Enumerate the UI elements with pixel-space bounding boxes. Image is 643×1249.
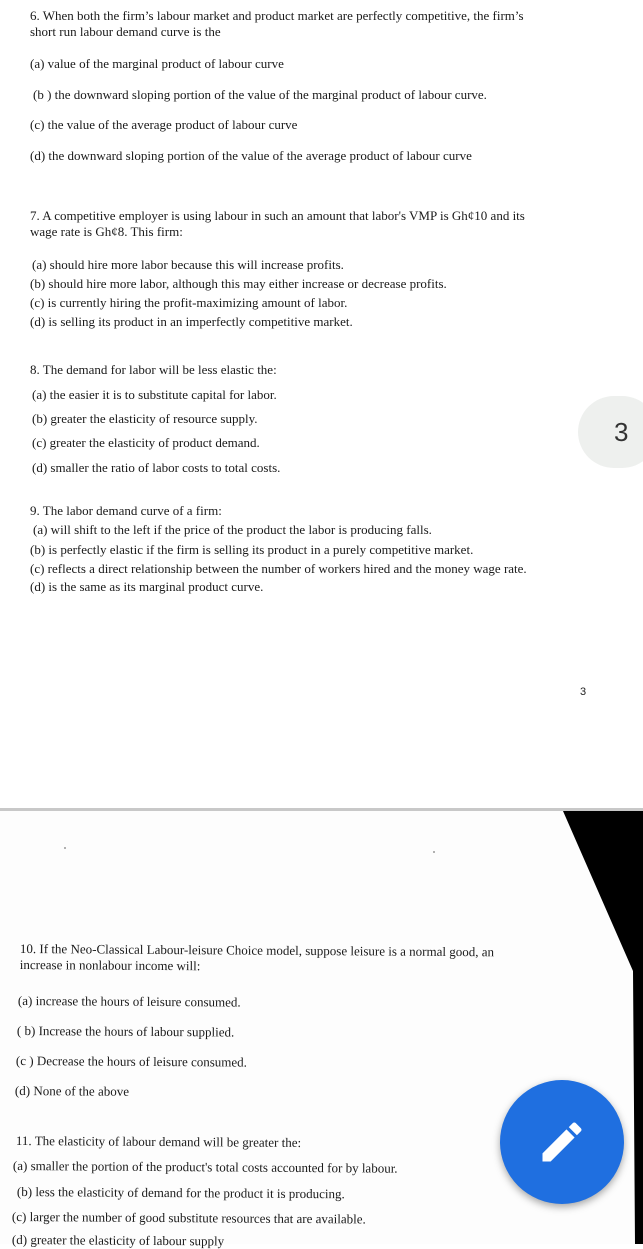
question-9-option-c: (c) reflects a direct relationship between the number of workers hired and the money wage rate. xyxy=(30,561,527,576)
question-8-option-b: (b) greater the elasticity of resource supply. xyxy=(32,411,258,426)
question-9-option-d: (d) is the same as its marginal product curve. xyxy=(30,579,264,594)
question-10-option-a: (a) increase the hours of leisure consumed. xyxy=(17,993,241,1010)
scan-speck xyxy=(433,851,435,853)
question-7 xyxy=(30,208,525,240)
question-6-stem-line-1: 6. When both the firm’s labour market and product market are perfectly competitive, the firm’s xyxy=(30,8,524,23)
question-9-option-a: (a) will shift to the left if the price of the product the labor is producing falls. xyxy=(33,522,432,537)
question-6-option-d: (d) the downward sloping portion of the value of the average product of labour curve xyxy=(30,148,472,163)
question-11-stem-line-1: 11. The elasticity of labour demand will be greater the: xyxy=(15,1133,302,1150)
page-number: 3 xyxy=(580,686,587,698)
scan-speck xyxy=(64,847,66,849)
page-indicator-label: 3 xyxy=(614,416,629,447)
question-6-option-b: (b ) the downward sloping portion of the value of the marginal product of labour curve. xyxy=(33,87,487,102)
question-7-stem-line-1: 7. A competitive employer is using labour in such an amount that labor's VMP is Gh¢10 and its xyxy=(30,208,525,223)
edit-fab-button[interactable] xyxy=(500,1080,624,1204)
question-8-option-d: (d) smaller the ratio of labor costs to total costs. xyxy=(32,460,281,475)
question-6-option-c: (c) the value of the average product of labour curve xyxy=(30,117,298,132)
question-10-option-b: ( b) Increase the hours of labour supplied. xyxy=(16,1023,235,1040)
question-7-option-a: (a) should hire more labor because this will increase profits. xyxy=(32,257,344,272)
question-11-option-b: (b) less the elasticity of demand for the product it is producing. xyxy=(16,1184,345,1202)
question-8-option-c: (c) greater the elasticity of product demand. xyxy=(32,435,260,450)
question-6-stem-line-2: short run labour demand curve is the xyxy=(30,24,221,39)
pencil-icon xyxy=(536,1116,588,1168)
question-9-option-b: (b) is perfectly elastic if the firm is selling its product in a purely competitive market. xyxy=(30,542,474,557)
question-11 xyxy=(16,1133,301,1151)
question-8 xyxy=(30,362,277,378)
page-indicator-badge xyxy=(578,396,643,468)
question-9-stem-line-1: 9. The labor demand curve of a firm: xyxy=(30,503,222,518)
question-11-option-c: (c) larger the number of good substitute resources that are available. xyxy=(11,1209,366,1227)
question-7-option-d: (d) is selling its product in an imperfectly competitive market. xyxy=(30,314,353,329)
question-6 xyxy=(30,8,524,40)
question-10-stem-line-1: 10. If the Neo-Classical Labour-leisure Choice model, suppose leisure is a normal good, an xyxy=(19,941,495,960)
question-10 xyxy=(20,941,494,976)
question-7-stem-line-2: wage rate is Gh¢8. This firm: xyxy=(30,224,183,239)
question-7-option-b: (b) should hire more labor, although this may either increase or decrease profits. xyxy=(30,276,447,291)
question-10-option-c: (c ) Decrease the hours of leisure consumed. xyxy=(15,1053,248,1070)
question-8-option-a: (a) the easier it is to substitute capital for labor. xyxy=(32,387,277,402)
question-9 xyxy=(30,503,222,519)
question-8-stem-line-1: 8. The demand for labor will be less elastic the: xyxy=(30,362,277,377)
question-6-option-a: (a) value of the marginal product of labour curve xyxy=(30,56,284,71)
question-10-option-d: (d) None of the above xyxy=(14,1083,130,1099)
question-11-option-d: (d) greater the elasticity of labour supply xyxy=(11,1232,225,1249)
question-10-stem-line-2: increase in nonlabour income will: xyxy=(19,956,201,974)
question-7-option-c: (c) is currently hiring the profit-maximizing amount of labor. xyxy=(30,295,348,310)
question-11-option-a: (a) smaller the portion of the product's total costs accounted for by labour. xyxy=(12,1158,398,1176)
